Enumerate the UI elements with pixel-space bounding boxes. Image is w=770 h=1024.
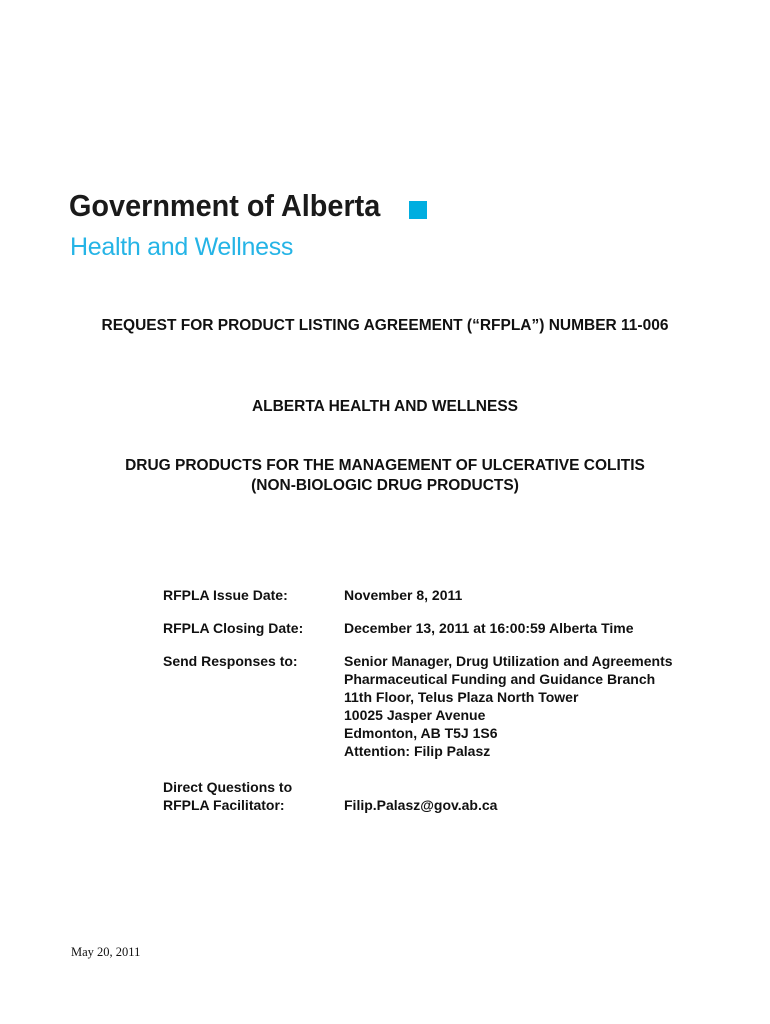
issue-date-label: RFPLA Issue Date: bbox=[163, 587, 288, 603]
address-line: Pharmaceutical Funding and Guidance Branch bbox=[344, 671, 656, 687]
logo-square-icon bbox=[409, 201, 427, 219]
subject-heading-line2: (NON-BIOLOGIC DRUG PRODUCTS) bbox=[251, 477, 519, 494]
attention-line: Attention: Filip Palasz bbox=[344, 743, 491, 759]
questions-label-line2: RFPLA Facilitator: bbox=[163, 797, 285, 813]
facilitator-email[interactable]: Filip.Palasz@gov.ab.ca bbox=[344, 797, 498, 813]
closing-date-value: December 13, 2011 at 16:00:59 Alberta Time bbox=[344, 620, 634, 636]
address-line: 11th Floor, Telus Plaza North Tower bbox=[344, 689, 579, 705]
address-line: Edmonton, AB T5J 1S6 bbox=[344, 725, 498, 741]
questions-label-line1: Direct Questions to bbox=[163, 779, 293, 795]
subject-heading-line1: DRUG PRODUCTS FOR THE MANAGEMENT OF ULCERATIVE COLITIS bbox=[125, 457, 645, 474]
send-responses-label: Send Responses to: bbox=[163, 653, 298, 669]
department-heading: ALBERTA HEALTH AND WELLNESS bbox=[251, 398, 519, 415]
issue-date-value: November 8, 2011 bbox=[344, 587, 463, 603]
address-line: 10025 Jasper Avenue bbox=[344, 707, 486, 723]
footer-date: May 20, 2011 bbox=[71, 945, 141, 959]
rfpla-title: REQUEST FOR PRODUCT LISTING AGREEMENT (“RFPLA”) NUMBER 11-006 bbox=[101, 317, 669, 334]
health-and-wellness-subtitle: Health and Wellness bbox=[70, 233, 294, 261]
address-line: Senior Manager, Drug Utilization and Agreements bbox=[344, 653, 673, 669]
government-of-alberta-logo-title: Government of Alberta bbox=[69, 188, 381, 223]
closing-date-label: RFPLA Closing Date: bbox=[163, 620, 304, 636]
